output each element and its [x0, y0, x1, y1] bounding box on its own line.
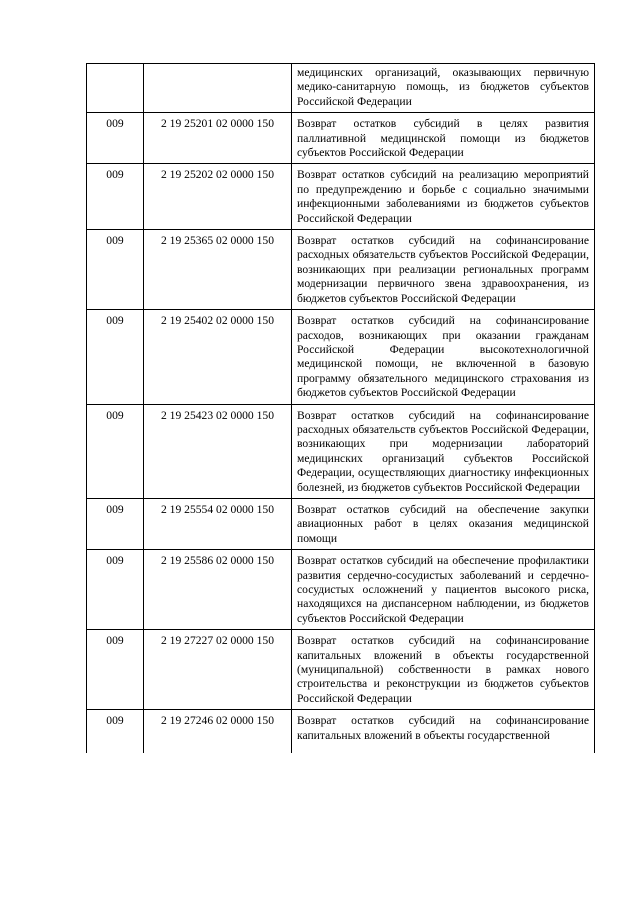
admin-code-cell: 009	[87, 710, 144, 754]
table-row	[87, 498, 595, 549]
revenue-name-cell: Возврат остатков субсидий на софинансирование капитальных вложений в объекты государственной	[292, 710, 595, 754]
budget-code-cell: 2 19 27246 02 0000 150	[144, 710, 292, 754]
revenue-name-cell: Возврат остатков субсидий на обеспечение профилактики развития сердечно-сосудистых заболеваний и сердечно-сосудистых осложнений у пациентов высокого риска, находящихся на диспансерном наблюдении, из бюджетов субъектов Российской Федерации	[292, 550, 595, 630]
budget-codes-table	[86, 63, 595, 753]
admin-code-cell: 009	[87, 310, 144, 404]
admin-code-cell: 009	[87, 498, 144, 549]
table-row	[87, 113, 595, 164]
table-row	[87, 710, 595, 754]
admin-code-cell: 009	[87, 230, 144, 310]
budget-code-cell: 2 19 27227 02 0000 150	[144, 630, 292, 710]
revenue-name-cell: Возврат остатков субсидий на софинансирование расходных обязательств субъектов Российской Федерации, возникающих при реализации региональных программ модернизации первичного звена здравоохранения, из бюджетов субъектов Российской Федерации	[292, 230, 595, 310]
table-row	[87, 630, 595, 710]
budget-code-cell: 2 19 25201 02 0000 150	[144, 113, 292, 164]
table-row-continuation	[87, 64, 595, 113]
budget-code-cell: 2 19 25586 02 0000 150	[144, 550, 292, 630]
budget-code-cell: 2 19 25554 02 0000 150	[144, 498, 292, 549]
table-row	[87, 164, 595, 230]
table-row	[87, 230, 595, 310]
budget-code-cell: 2 19 25402 02 0000 150	[144, 310, 292, 404]
admin-code-cell: 009	[87, 164, 144, 230]
table-row	[87, 404, 595, 498]
revenue-name-cell: Возврат остатков субсидий на софинансирование расходов, возникающих при оказании гражданам Российской Федерации высокотехнологичной медицинской помощи, не включенной в базовую программу обязательного медицинского страхования из бюджетов субъектов Российской Федерации	[292, 310, 595, 404]
admin-code-cell: 009	[87, 113, 144, 164]
revenue-name-cell: Возврат остатков субсидий на софинансирование расходных обязательств субъектов Российской Федерации, возникающих при модернизации лабораторий медицинских организаций субъектов Российской Федерации, осуществляющих диагностику инфекционных болезней, из бюджетов субъектов Российской Федерации	[292, 404, 595, 498]
admin-code-cell: 009	[87, 404, 144, 498]
budget-code-cell: 2 19 25423 02 0000 150	[144, 404, 292, 498]
revenue-name-cell: Возврат остатков субсидий на реализацию мероприятий по предупреждению и борьбе с социально значимыми инфекционными заболеваниями из бюджетов субъектов Российской Федерации	[292, 164, 595, 230]
budget-code-cell	[144, 64, 292, 113]
table-row	[87, 310, 595, 404]
budget-code-cell: 2 19 25202 02 0000 150	[144, 164, 292, 230]
revenue-name-cell: Возврат остатков субсидий в целях развития паллиативной медицинской помощи из бюджетов субъектов Российской Федерации	[292, 113, 595, 164]
admin-code-cell: 009	[87, 630, 144, 710]
revenue-name-cell: Возврат остатков субсидий на обеспечение закупки авиационных работ в целях оказания медицинской помощи	[292, 498, 595, 549]
admin-code-cell: 009	[87, 550, 144, 630]
revenue-name-cell: Возврат остатков субсидий на софинансирование капитальных вложений в объекты государственной (муниципальной) собственности в рамках нового строительства и реконструкции из бюджетов субъектов Российской Федерации	[292, 630, 595, 710]
budget-code-cell: 2 19 25365 02 0000 150	[144, 230, 292, 310]
table-row	[87, 550, 595, 630]
revenue-name-cell: медицинских организаций, оказывающих первичную медико-санитарную помощь, из бюджетов субъектов Российской Федерации	[292, 64, 595, 113]
admin-code-cell	[87, 64, 144, 113]
